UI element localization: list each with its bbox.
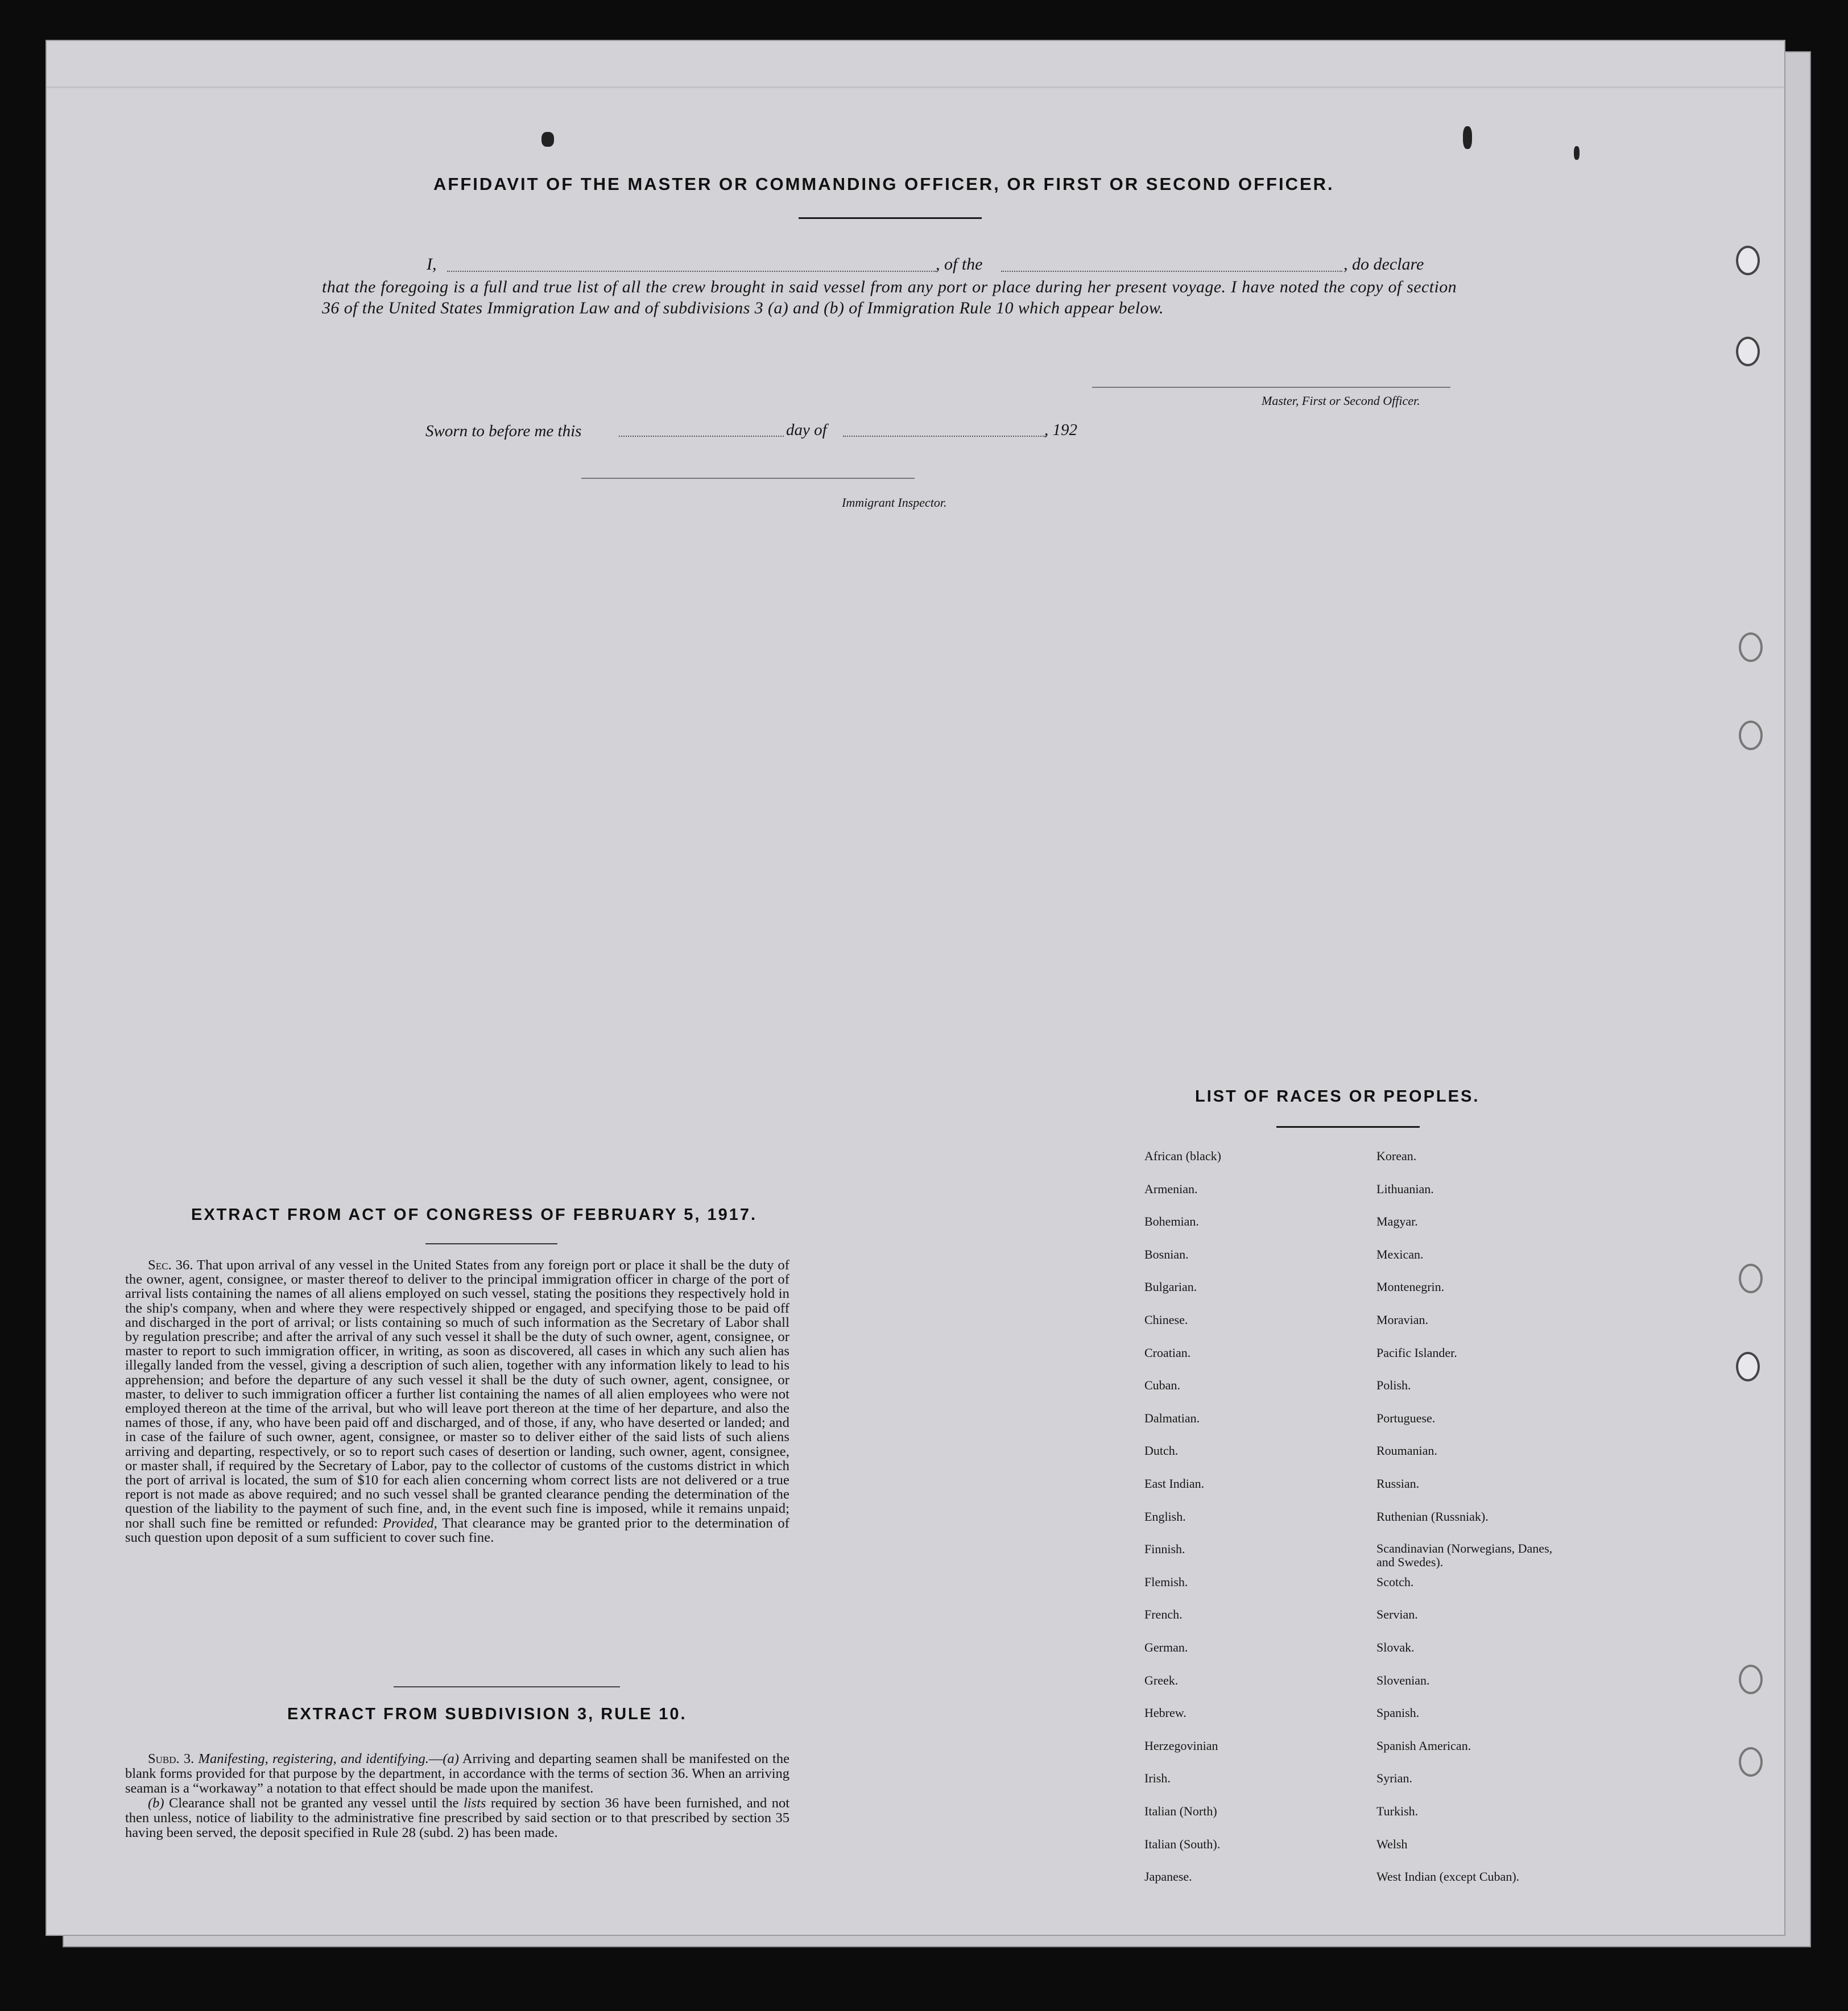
race-item: Bosnian. <box>1144 1247 1189 1261</box>
punch-hole <box>1736 337 1760 366</box>
sworn-prefix: Sworn to before me this <box>425 422 582 440</box>
para-a-text: Arriving and departing seamen shall be manifested on the blank forms provided for that purpose by the department, in accordance with the terms of section 36. When an arriving seaman is a “workaway” a notation to that effect should be made upon the manifest. <box>125 1751 789 1796</box>
sworn-month-field[interactable] <box>843 436 1045 437</box>
race-item: English. <box>1144 1509 1186 1524</box>
race-item: Japanese. <box>1144 1869 1192 1884</box>
inspector-signature-line <box>581 478 915 479</box>
section-36-body: That upon arrival of any vessel in the United States from any foreign port or place it shall be the duty of the owner, agent, consignee, or master thereof to deliver to the principal immigration officer in charge of the port of arrival lists containing the names of all aliens employed on such vessel, stating the positions they respectively hold in the ship's company, when and where they were respectively shipped or engaged, and specifying those to be paid off and discharged in the port of arrival; or lists containing so much of such information as the Secretary of Labor shall by regulation prescribe; and after the arrival of any such vessel it shall be the duty of such owner, agent, consignee, or master to report to such immigration officer, in writing, as soon as discovered, all cases in which any such alien has illegally landed from the vessel, giving a description of such alien, together with any information likely to lead to his apprehension; and before the departure of any such vessel it shall be the duty of such owner, agent, consignee, or master, to deliver to such immigration officer a further list containing the names of all alien employees who were not employed thereon at the time of the arrival, but who will leave port thereon at the time of her departure, and also the names of those, if any, who have been paid off and discharged, and of those, if any, who have deserted or landed; and in case of the failure of such owner, agent, consignee, or master so to deliver either of the said lists of such aliens arriving and departing, respectively, or so to report such cases of desertion or landing, such owner, agent, consignee, or master shall, if required by the Secretary of Labor, pay to the collector of customs of the customs district in which the port of arrival is located, the sum of $10 for each alien concerning whom correct lists are not delivered or a true report is not made as above required; and no such vessel shall be granted clearance pending the determination of the question of the liability to the payment of such fine, and, in the event such fine is imposed, while it remains unpaid; nor shall such fine be remitted or refunded: <box>125 1257 789 1531</box>
vessel-name-field[interactable] <box>1001 271 1342 272</box>
race-item: Dutch. <box>1144 1443 1179 1458</box>
act-extract-title: EXTRACT FROM ACT OF CONGRESS OF FEBRUARY 5, 1917. <box>191 1206 758 1224</box>
punch-hole <box>1736 246 1760 275</box>
punch-hole <box>1739 632 1763 662</box>
race-item: Flemish. <box>1144 1574 1188 1589</box>
race-item: German. <box>1144 1640 1188 1654</box>
race-item: Syrian. <box>1376 1771 1412 1786</box>
para-b-text-1: Clearance shall not be granted any vessel until the <box>169 1795 459 1811</box>
ink-mark <box>541 132 554 147</box>
declarant-name-field[interactable] <box>447 271 936 272</box>
sworn-year: , 192 <box>1044 421 1077 439</box>
rule-extract-title: EXTRACT FROM SUBDIVISION 3, RULE 10. <box>287 1705 687 1723</box>
race-item: Slovenian. <box>1376 1673 1430 1687</box>
race-item: Montenegrin. <box>1376 1280 1445 1294</box>
race-item: Bohemian. <box>1144 1214 1199 1229</box>
affidavit-title-rule <box>799 217 982 219</box>
race-item: Servian. <box>1376 1607 1418 1622</box>
section-36-text <box>125 1258 789 1545</box>
races-title: LIST OF RACES OR PEOPLES. <box>1195 1087 1480 1106</box>
race-item: Slovak. <box>1376 1640 1415 1654</box>
para-b-label: (b) <box>148 1795 164 1811</box>
subd-label: Subd. 3. <box>148 1751 195 1766</box>
race-item: Lithuanian. <box>1376 1181 1434 1196</box>
punch-hole <box>1739 1264 1763 1293</box>
race-item: Herzegovinian <box>1144 1738 1218 1753</box>
punch-hole <box>1739 1747 1763 1777</box>
affidavit-title: AFFIDAVIT OF THE MASTER OR COMMANDING OFFICER, OR FIRST OR SECOND OFFICER. <box>433 174 1334 194</box>
race-item: Croatian. <box>1144 1345 1191 1360</box>
proviso-label: Provided, <box>382 1515 437 1531</box>
race-item: Scandinavian (Norwegians, Danes, and Swedes). <box>1376 1541 1553 1570</box>
race-item: Cuban. <box>1144 1378 1180 1393</box>
do-declare: , do declare <box>1343 255 1424 274</box>
race-item: Polish. <box>1376 1378 1411 1393</box>
section-divider <box>394 1686 620 1687</box>
race-item: Ruthenian (Russniak). <box>1376 1509 1489 1524</box>
race-item: Greek. <box>1144 1673 1179 1687</box>
race-item: Scotch. <box>1376 1574 1414 1589</box>
officer-label: Master, First or Second Officer. <box>1262 394 1420 408</box>
para-a-label: (a) <box>443 1751 459 1766</box>
race-item: Dalmatian. <box>1144 1410 1200 1425</box>
act-extract-rule <box>425 1243 557 1244</box>
race-item: Finnish. <box>1144 1542 1185 1557</box>
race-item: Welsh <box>1376 1836 1408 1851</box>
ink-mark <box>1463 126 1472 149</box>
race-item: Irish. <box>1144 1771 1171 1786</box>
race-item: Moravian. <box>1376 1313 1429 1327</box>
punch-hole <box>1739 1665 1763 1694</box>
race-item: West Indian (except Cuban). <box>1376 1869 1520 1884</box>
para-b-text-2: required by section 36 have been furnished, and not then unless, notice of liability to the administrative fine prescribed by said section or to that prescribed by section 35 having been served, the deposit specified in Rule 28 (subd. 2) has been made. <box>125 1795 790 1840</box>
officer-signature-line <box>1092 387 1450 388</box>
race-item: Hebrew. <box>1144 1706 1186 1720</box>
race-item: Armenian. <box>1144 1181 1198 1196</box>
vessel-of-the: , of the <box>936 255 983 274</box>
race-item: African (black) <box>1144 1149 1221 1163</box>
sworn-day-field[interactable] <box>619 436 784 437</box>
race-item: Spanish American. <box>1376 1738 1471 1753</box>
ink-mark <box>1574 146 1580 160</box>
race-item: Magyar. <box>1376 1214 1418 1229</box>
race-item: Italian (South). <box>1144 1836 1221 1851</box>
race-item: Korean. <box>1376 1149 1417 1163</box>
race-item: French. <box>1144 1607 1183 1622</box>
fold-line <box>47 86 1784 88</box>
race-item: Portuguese. <box>1376 1410 1436 1425</box>
subdivision-3-text: Subd. 3. Manifesting, registering, and identifying.—(a) Arriving and departing seamen shall be manifested on the blank forms provided for that purpose by the department, in accordance with the terms of section 36. When an arriving seaman is a “workaway” a notation to that effect should be made upon the manifest. (b) Clearance shall not be granted any vessel until the lists required by section 36 have been furnished, and not then unless, notice of liability to the administrative fine prescribed by said section or to that prescribed by section 35 having been served, the deposit specified in Rule 28 (subd. 2) has been made. <box>125 1751 790 1840</box>
race-item: Chinese. <box>1144 1313 1188 1327</box>
subd-heading: Manifesting, registering, and identifying. <box>198 1751 429 1766</box>
race-item: Mexican. <box>1376 1247 1424 1261</box>
section-36-label: Sec. 36. <box>148 1257 193 1273</box>
document-page <box>46 40 1785 1936</box>
race-item: Bulgarian. <box>1144 1280 1197 1294</box>
punch-hole <box>1739 721 1763 750</box>
race-item: Russian. <box>1376 1476 1420 1491</box>
inspector-label: Immigrant Inspector. <box>842 495 947 510</box>
punch-hole <box>1736 1352 1760 1381</box>
race-item: Italian (North) <box>1144 1804 1217 1818</box>
sworn-day-of: day of <box>786 421 827 439</box>
race-item: East Indian. <box>1144 1476 1205 1491</box>
declarant-prefix: I, <box>427 255 437 274</box>
race-item: Roumanian. <box>1376 1443 1437 1458</box>
para-b-lists: lists <box>463 1795 486 1811</box>
affidavit-body: that the foregoing is a full and true list of all the crew brought in said vessel from any port or place during her present voyage. I have noted the copy of section 36 of the United States Immigration Law and of subdivisions 3 (a) and (b) of Immigration Rule 10 which appear below. <box>322 278 1457 317</box>
race-item: Spanish. <box>1376 1706 1420 1720</box>
races-title-rule <box>1276 1126 1420 1128</box>
proviso-text: That clearance may be granted prior to the determination of such question upon deposit of a sum sufficient to cover such fine. <box>125 1515 789 1545</box>
race-item: Turkish. <box>1376 1804 1419 1818</box>
race-item: Pacific Islander. <box>1376 1345 1457 1360</box>
